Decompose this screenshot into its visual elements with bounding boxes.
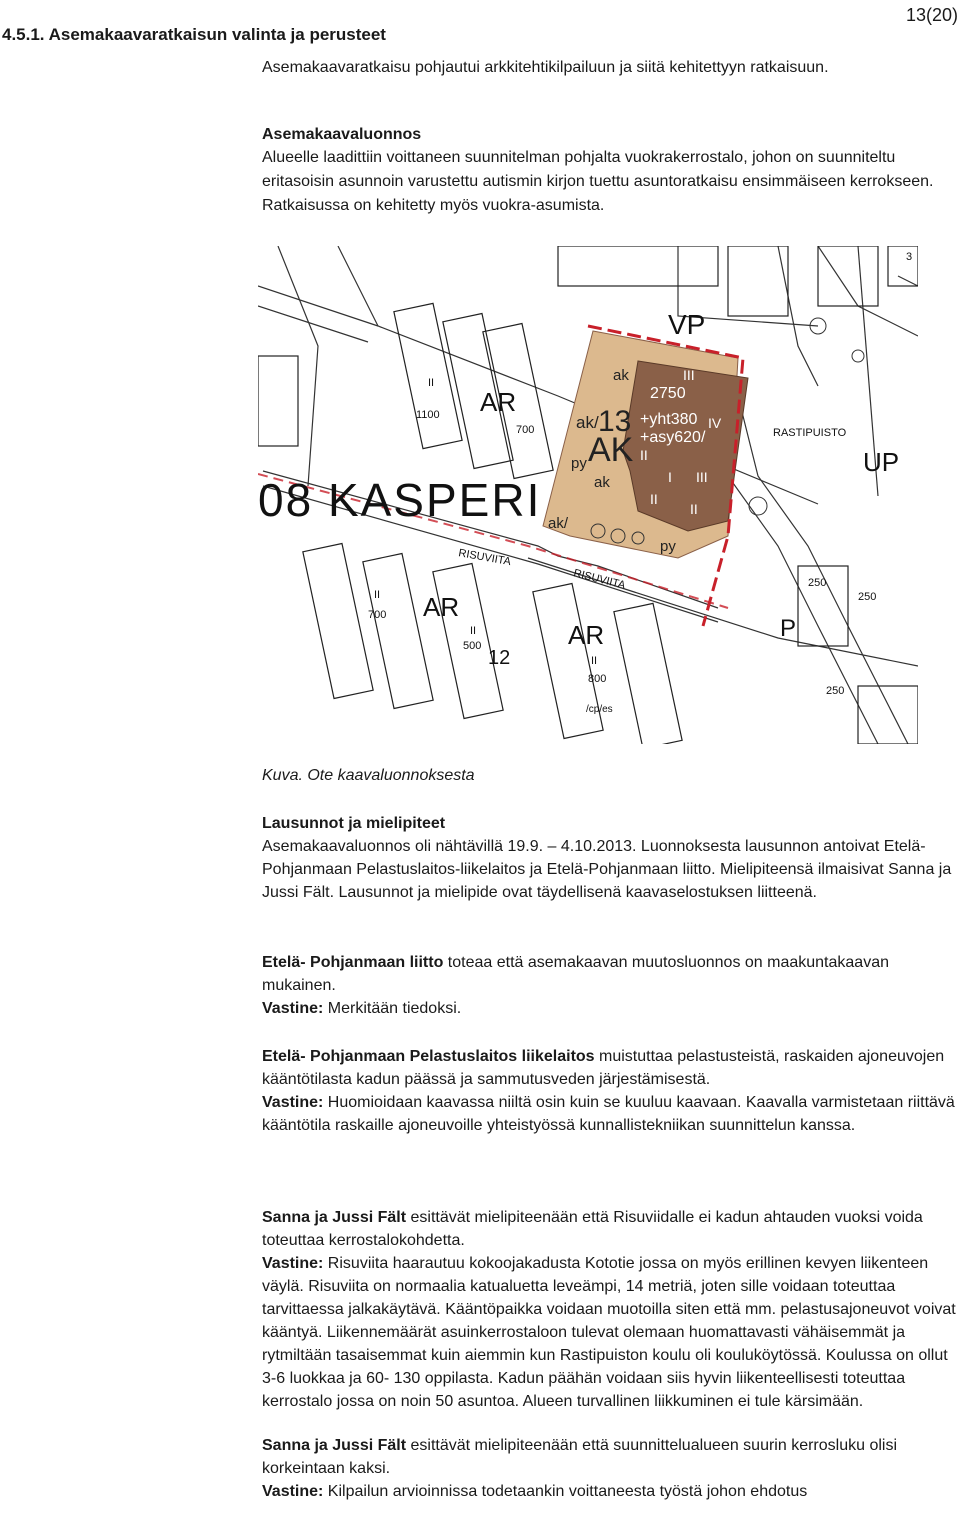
map-label-800: 800 — [588, 673, 607, 685]
map-label-asy620: +asy620/ — [640, 429, 706, 446]
map-label-py-1: py — [571, 455, 587, 472]
map-label-up: UP — [863, 447, 900, 477]
map-label-kasperi: 08 KASPERI — [258, 474, 542, 526]
liitto-name: Etelä- Pohjanmaan liitto — [262, 954, 444, 971]
falt1-name: Sanna ja Jussi Fält — [262, 1209, 407, 1226]
pelastus-name: Etelä- Pohjanmaan Pelastuslaitos liikelaitos — [262, 1048, 595, 1065]
luonnos-section — [262, 124, 958, 218]
map-label-ak: AK — [588, 431, 634, 469]
liitto-vastine-text: Merkitään tiedoksi. — [323, 1000, 462, 1017]
map-label-ii-mid: II — [470, 625, 477, 637]
map-label-cp: /cp/es — [586, 704, 613, 715]
map-label-ar-top: AR — [480, 387, 517, 417]
map-label-ar-left: AR — [423, 592, 460, 622]
map-label-700-top: 700 — [516, 424, 535, 436]
pelastus-vastine-label: Vastine: — [262, 1094, 324, 1111]
map-label-roman-ii-3: II — [690, 501, 698, 517]
falt1-vastine-text: Risuviita haarautuu kokoojakadusta Kototie jossa on myös erillinen kevyen liikenteen väylä. Risuviita on normaalia katualuetta leveämpi, 14 metriä, joten sille voidaan toteuttaa tarvittaessa jalkakäytävä. Kääntöpaikka voidaan muotoilla siten että mm. pelastusajoneuvot voivat kääntyä. Liikennemäärät asuinkerrostaloon tulevat olemaan huomattavasti vähäisemmät ja rytmiltään tasaisemmat kuin aiemmin kun Rastipuiston koulu oli kouluköytössä. Koulussa on ollut 3-6 luokkaa ja 60- 130 oppilasta. Kadun päähän voidaan siis hyvin liikenteellisesti toteuttaa kerrostalo jossa on noin 50 asuntoa. Alueen turvallinen liikkuminen ei tule kärsimään. — [262, 1255, 956, 1410]
map-label-250-3: 250 — [826, 685, 845, 697]
map-label-250-2: 250 — [858, 591, 877, 603]
lausunnot-section — [262, 813, 958, 904]
lausunnot-body: Asemakaavaluonnos oli nähtävillä 19.9. – 4.10.2013. Luonnoksesta lausunnon antoivat Etelä- Pohjanmaan Pelastuslaitos-liikelaitos ja Etelä-Pohjanmaan liitto. Mielipiteensä ilmaisivat Sanna ja Jussi Fält. Lausunnot ja mielipide ovat täydellisenä kaavaselostuksen liitteenä. — [262, 838, 952, 901]
map-label-roman-iv: IV — [708, 415, 722, 431]
lausunnot-heading: Lausunnot ja mielipiteet — [262, 815, 446, 832]
liitto-vastine-label: Vastine: — [262, 1000, 324, 1017]
map-label-block-13: 13 — [598, 405, 632, 438]
falt2-vastine-text: Kilpailun arvioinnissa todetaankin voittaneesta työstä johon ehdotus — [323, 1483, 808, 1500]
page-number: 13(20) — [905, 5, 958, 25]
map-label-yht380: +yht380 — [640, 411, 698, 428]
pelastus-text: muistuttaa pelastusteistä, raskaiden ajoneuvojen kääntötilasta kadun päässä ja sammutusveden järjestämisestä. — [262, 1048, 945, 1088]
plan-map — [258, 246, 918, 744]
falt2-section — [262, 1434, 958, 1503]
map-label-ii-left: II — [374, 589, 381, 601]
liitto-text: toteaa että asemakaavan muutosluonnos on maakuntakaavan mukainen. — [262, 954, 889, 994]
map-label-250-1: 250 — [808, 577, 827, 589]
map-label-2750: 2750 — [650, 385, 686, 402]
map-label-3: 3 — [906, 251, 913, 263]
map-label-ar-mid: AR — [568, 620, 605, 650]
map-label-roman-iii: III — [683, 367, 695, 383]
map-label-p: P — [780, 615, 797, 642]
falt2-text: esittävät mielipiteenään että suunnittelualueen suurin kerrosluku olisi korkeintaan kaksi. — [262, 1437, 898, 1477]
map-label-700-left: 700 — [368, 609, 387, 621]
map-label-risuviita-2: RISUVIITA — [572, 567, 627, 592]
map-label-vp: VP — [668, 309, 706, 340]
map-label-1100: 1100 — [416, 409, 440, 421]
map-label-roman-iii-b: III — [696, 469, 708, 485]
liitto-section — [262, 951, 958, 1020]
figure-caption: Kuva. Ote kaavaluonnoksesta — [262, 767, 475, 784]
map-label-ak-small-4: ak/ — [548, 515, 569, 532]
falt2-vastine-label: Vastine: — [262, 1483, 324, 1500]
map-label-py-2: py — [660, 538, 676, 555]
luonnos-body: Alueelle laadittiin voittaneen suunnitelman pohjalta vuokrakerrostalo, johon on suunniteltu eritasoisin asunnoin varustettu autismin kirjon tuettu asuntoratkaisu ensimmäiseen kerrokseen. Ratkaisussa on kehitetty myös vuokra-asumista. — [262, 149, 934, 214]
map-label-rastipuisto: RASTIPUISTO — [773, 427, 847, 439]
map-label-ak-small-1: ak — [613, 367, 629, 384]
map-label-ak-small-2: ak/ — [576, 413, 599, 432]
falt1-vastine-label: Vastine: — [262, 1255, 324, 1272]
map-label-500: 500 — [463, 640, 482, 652]
luonnos-heading: Asemakaavaluonnos — [262, 126, 422, 143]
map-label-risuviita-1: RISUVIITA — [457, 547, 512, 569]
pelastus-vastine-text: Huomioidaan kaavassa niiltä osin kuin se kuuluu kaavaan. Kaavalla varmistetaan riittävä kääntötila raskaille ajoneuvoille yhteistyössä kunnallistekniikan suunnittelun kanssa. — [262, 1094, 955, 1134]
map-label-block-12: 12 — [488, 647, 511, 669]
intro-paragraph: Asemakaavaratkaisu pohjautui arkkitehtikilpailuun ja siitä kehitettyyn ratkaisuun. — [262, 59, 829, 76]
map-label-roman-ii-1: II — [640, 447, 648, 463]
map-label-roman-i: I — [668, 469, 672, 485]
falt2-name: Sanna ja Jussi Fält — [262, 1437, 407, 1454]
map-label-ak-small-3: ak — [594, 474, 610, 491]
falt1-section — [262, 1206, 958, 1413]
map-label-ii-top: II — [428, 377, 435, 389]
pelastus-section — [262, 1045, 958, 1137]
falt1-text: esittävät mielipiteenään että Risuviidalle ei kadun ahtauden vuoksi voida toteuttaa kerrostalokohdetta. — [262, 1209, 923, 1249]
section-title: 4.5.1. Asemakaavaratkaisun valinta ja perusteet — [2, 25, 386, 44]
map-label-roman-ii-2: II — [650, 491, 658, 507]
map-label-ii-bottom: II — [591, 655, 598, 667]
